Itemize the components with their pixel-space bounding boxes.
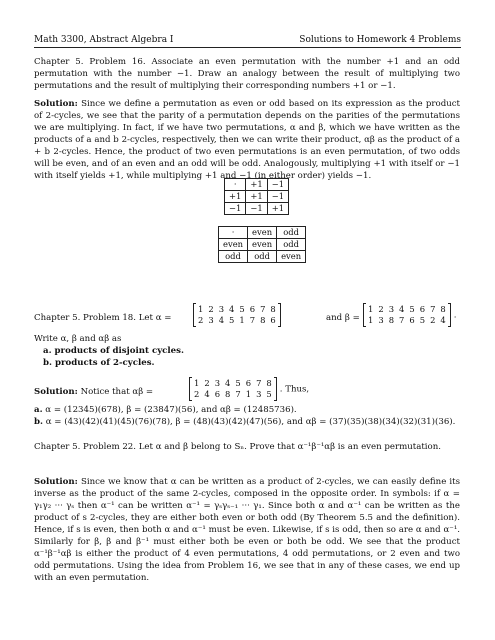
beta-matrix-entry: 1 [368,304,374,314]
number-table-cell: +1 [246,191,267,203]
ab-matrix-entry: 8 [266,378,272,388]
ab-matrix-entry: 7 [256,378,262,388]
parity-table-cell: even [277,251,306,263]
problem16-solution-label: Solution: [34,99,78,109]
answer-b-label: b. [34,417,44,427]
beta-matrix-entry: 5 [419,315,426,325]
ab-matrix-entry: 4 [225,378,231,388]
beta-period: . [453,310,457,321]
problem18-line [34,312,171,324]
parity-table-cell: odd [219,251,248,263]
problem22-solution-label: Solution: [34,477,78,487]
problem18-solution-label: Solution: [34,387,78,397]
problem16-solution-text: Since we define a permutation as even or odd based on its expression as the product of 2-cycles, we see that the parity of a permutation depends on the parities of the permutations we are multiplying. In fact, if we have two permutations, α and β, which we have written as the products of a and b 2-cycles, respectively, then we can write their product, αβ as the product of a + b 2-cycles. Hence, the product of two even permutations is an even permutation, of two odds will be even, and of an even and an odd will be odd. Analogously, multiplying +1 with itself or −1 with itself yields +1, while multiplying +1 and −1 (in either order) yields −1. [34,99,460,181]
answer-a-text: α = (12345)(678), β = (23847)(56), and αβ = (12485736). [42,405,297,415]
beta-matrix-entry: 7 [430,304,436,314]
header-left: Math 3300, Abstract Algebra I [34,35,174,45]
problem22-statement: Chapter 5. Problem 22. Let α and β belong to Sₙ. Prove that α⁻¹β⁻¹αβ is an even permutation. [34,442,441,452]
problem18-write: Write α, β and αβ as [34,334,122,344]
alpha-matrix-wrap [190,303,284,327]
parity-table-cell: · [219,227,248,239]
number-table-row [225,179,289,191]
beta-matrix-entry: 8 [388,315,395,325]
alpha-matrix-entry: 3 [208,315,214,325]
alpha-matrix-entry: 3 [218,304,225,314]
beta-matrix-entry: 1 [368,315,374,325]
parity-table-cell: odd [248,251,277,263]
alpha-matrix-top-row [198,304,276,315]
ab-matrix-entry: 2 [204,378,210,388]
parity-table-cell: odd [277,239,306,251]
parity-table-row [219,239,306,251]
alpha-matrix-entry: 8 [270,304,276,314]
ab-matrix-entry: 6 [245,378,252,388]
parity-table-cell: even [219,239,248,251]
ab-matrix-entry: 3 [256,389,262,399]
multiplication-table-parity [218,226,306,263]
beta-matrix-entry: 6 [409,315,415,325]
problem18-answer-a [34,404,474,416]
and-beta: and β = [326,313,360,323]
alpha-beta-permutation-matrix [189,377,277,401]
number-table-cell: +1 [246,179,267,191]
beta-permutation-matrix [363,303,451,327]
alpha-matrix-entry: 6 [249,304,256,314]
problem22-solution-text: Since we know that α can be written as a product of 2-cycles, we can easily define its inverse as the product of the same 2-cycles, composed in the opposite order. In symbols: if α = γ₁γ₂ ··· γₛ then α⁻¹ can be written α⁻¹ = γₛγₛ₋₁ ··· γ₁. Since both α and α⁻¹ can be written as the product of s 2-cycles, they are either both even or both odd (By Theorem 5.5 and the definition). Hence, if s is even, then both α and α⁻¹ must be even. Likewise, if s is odd, then so are α and α⁻¹. Similarly for β, β and β⁻¹ must either both be even or both be odd. We see that the product α⁻¹β⁻¹αβ is either the product of 4 even permutations, 4 odd permutations, or 2 even and two odd permutations. Using the idea from Problem 16, we see that in any of these cases, we end up with an even permutation. [34,477,460,583]
problem18-solution-line [34,386,153,398]
header-rule [34,47,461,48]
ab-matrix-entry: 8 [225,389,231,399]
alpha-matrix-bottom-row [198,315,276,326]
alpha-matrix-entry: 2 [208,304,214,314]
number-table-cell: −1 [246,203,267,215]
answer-a-label: a. [34,405,43,415]
parity-table-row [219,227,306,239]
ab-matrix-entry: 7 [235,389,241,399]
number-table-cell: · [225,179,246,191]
beta-matrix-entry: 8 [440,304,446,314]
ab-matrix-entry: 6 [214,389,221,399]
alpha-matrix-entry: 7 [260,304,266,314]
alpha-matrix-entry: 4 [229,304,235,314]
beta-matrix-bottom-row [368,315,446,326]
beta-matrix-wrap [360,303,456,327]
parity-table-cell: even [248,239,277,251]
beta-matrix-entry: 7 [399,315,405,325]
parity-table-row [219,251,306,263]
problem18-part-b: b. products of 2-cycles. [43,358,155,368]
beta-matrix-top-row [368,304,446,315]
parity-table-cell: even [248,227,277,239]
ab-matrix-wrap [186,377,309,401]
alpha-matrix-entry: 5 [239,304,245,314]
ab-matrix-entry: 3 [214,378,221,388]
beta-matrix-entry: 2 [430,315,436,325]
beta-matrix-entry: 4 [440,315,446,325]
number-table-cell: −1 [267,191,288,203]
ab-matrix-entry: 5 [266,389,272,399]
ab-matrix-top-row [194,378,272,389]
alpha-matrix-entry: 1 [198,304,204,314]
alpha-matrix-entry: 5 [229,315,235,325]
problem18-parts [34,333,184,369]
ab-matrix-entry: 4 [204,389,210,399]
problem22-solution [34,476,460,584]
alpha-matrix-entry: 8 [260,315,266,325]
parity-table-cell: odd [277,227,306,239]
number-table-row [225,203,289,215]
ab-matrix-entry: 2 [194,389,200,399]
beta-matrix-entry: 5 [409,304,415,314]
ab-matrix-entry: 1 [245,389,252,399]
alpha-matrix-entry: 4 [218,315,225,325]
multiplication-table-numbers [224,178,289,215]
number-table-cell: −1 [225,203,246,215]
beta-matrix-entry: 6 [419,304,426,314]
alpha-permutation-matrix [193,303,281,327]
problem18-thus: . Thus, [279,384,310,395]
alpha-matrix-entry: 7 [249,315,256,325]
header-right: Solutions to Homework 4 Problems [299,35,461,45]
problem18-answer-b [34,416,474,428]
ab-matrix-entry: 1 [194,378,200,388]
beta-matrix-entry: 3 [378,315,384,325]
problem16-solution [34,98,460,182]
alpha-matrix-entry: 2 [198,315,204,325]
problem16-statement: Chapter 5. Problem 16. Associate an even permutation with the number +1 and an odd permutation with the number −1. Draw an analogy between the result of multiplying two permutations and the result of multiplying their corresponding numbers +1 or −1. [34,57,460,91]
alpha-matrix-entry: 6 [270,315,276,325]
number-table-cell: −1 [267,179,288,191]
number-table-cell: +1 [225,191,246,203]
beta-matrix-entry: 2 [378,304,384,314]
problem18-notice: Notice that αβ = [77,387,154,397]
problem18-prefix: Chapter 5. Problem 18. Let α = [34,313,172,323]
alpha-matrix-entry: 1 [239,315,245,325]
beta-matrix-entry: 4 [399,304,405,314]
beta-matrix-entry: 3 [388,304,395,314]
ab-matrix-bottom-row [194,389,272,400]
number-table-cell: +1 [267,203,288,215]
problem18-part-a: a. products of disjoint cycles. [43,346,184,356]
number-table-row [225,191,289,203]
ab-matrix-entry: 5 [235,378,241,388]
answer-b-text: α = (43)(42)(41)(45)(76)(78), β = (48)(43)(42)(47)(56), and αβ = (37)(35)(38)(34)(32)(31)(36). [43,417,456,427]
